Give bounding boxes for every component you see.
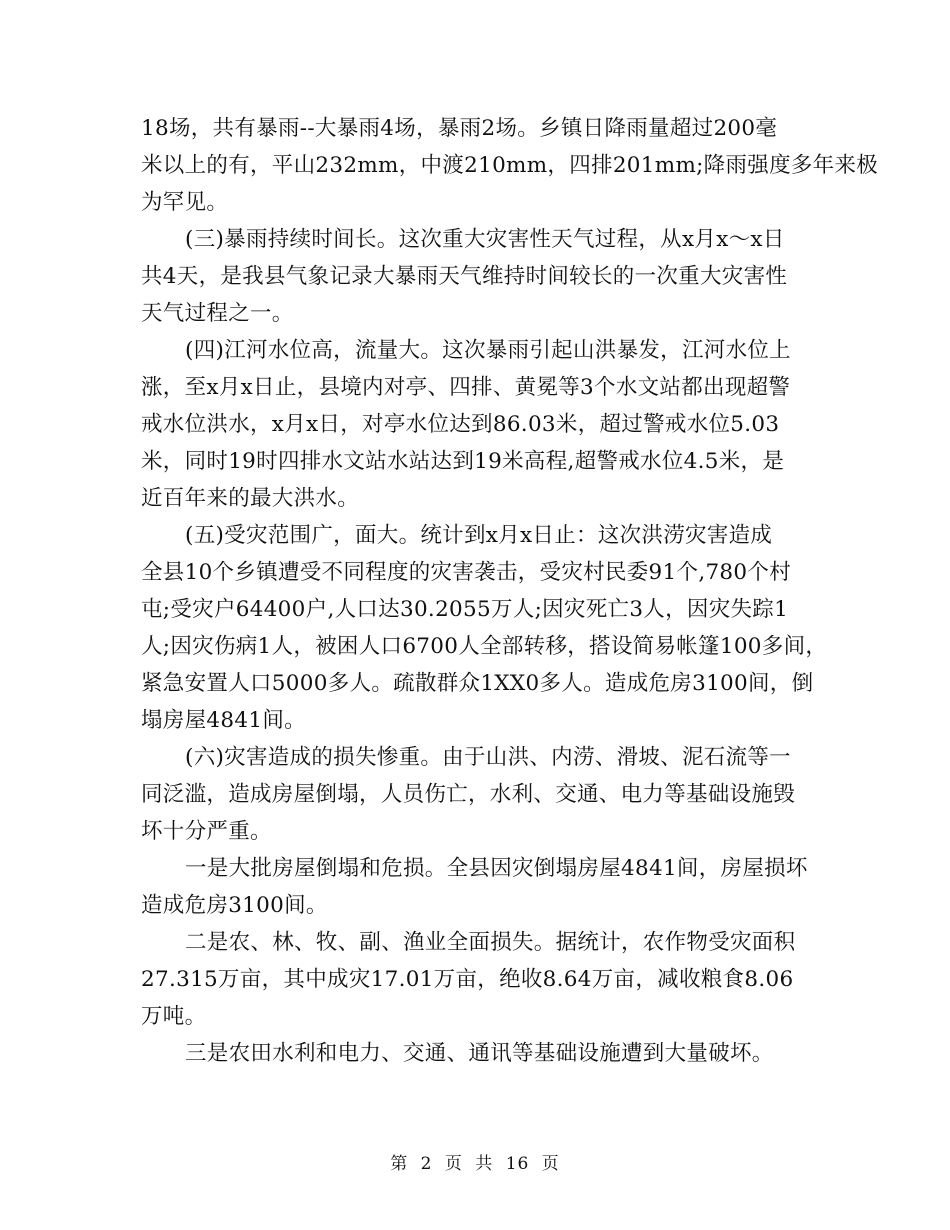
text-line: (四)江河水位高，流量大。这次暴雨引起山洪暴发，江河水位上 (185, 338, 791, 363)
text-line: 全县10个乡镇遭受不同程度的灾害袭击，受灾村民委91个,780个村 (141, 560, 791, 585)
text-line: 同泛滥，造成房屋倒塌，人员伤亡，水利、交通、电力等基础设施毁 (141, 782, 796, 807)
text-line: 三是农田水利和电力、交通、通讯等基础设施遭到大量破坏。 (185, 1041, 774, 1066)
text-line: 万吨。 (141, 1004, 207, 1029)
text-line: 天气过程之一。 (141, 301, 294, 326)
text-line: 近百年来的最大洪水。 (141, 486, 360, 511)
text-line: 塌房屋4841间。 (141, 708, 306, 733)
text-line: (五)受灾范围广，面大。统计到x月x日止：这次洪涝灾害造成 (185, 523, 773, 548)
text-line: 共4天，是我县气象记录大暴雨天气维持时间较长的一次重大灾害性 (141, 264, 788, 289)
text-line: 为罕见。 (141, 190, 229, 215)
text-line: 27.315万亩，其中成灾17.01万亩，绝收8.64万亩，减收粮食8.06 (141, 967, 794, 992)
text-line: (三)暴雨持续时间长。这次重大灾害性天气过程，从x月x～x日 (185, 227, 785, 252)
text-line: 米以上的有，平山232mm，中渡210mm，四排201mm;降雨强度多年来极 (141, 153, 879, 178)
text-line: 人;因灾伤病1人，被困人口6700人全部转移，搭设简易帐篷100多间， (141, 634, 828, 659)
text-line: 屯;受灾户64400户,人口达30.2055万人;因灾死亡3人，因灾失踪1 (141, 597, 789, 622)
text-line: 紧急安置人口5000多人。疏散群众1XX0多人。造成危房3100间，倒 (141, 671, 814, 696)
text-line: 坏十分严重。 (141, 819, 272, 844)
text-line: 一是大批房屋倒塌和危损。全县因灾倒塌房屋4841间，房屋损坏 (185, 856, 808, 881)
text-line: 18场，共有暴雨--大暴雨4场，暴雨2场。乡镇日降雨量超过200毫 (141, 116, 778, 141)
document-body (141, 110, 879, 1072)
text-line: 涨，至x月x日止，县境内对亭、四排、黄冕等3个水文站都出现超警 (141, 375, 791, 400)
text-line: 造成危房3100间。 (141, 893, 328, 918)
text-line: (六)灾害造成的损失惨重。由于山洪、内涝、滑坡、泥石流等一 (185, 745, 791, 770)
text-line: 米，同时19时四排水文站水站达到19米高程,超警戒水位4.5米，是 (141, 449, 785, 474)
text-line: 戒水位洪水，x月x日，对亭水位达到86.03米，超过警戒水位5.03 (141, 412, 780, 437)
text-line: 二是农、林、牧、副、渔业全面损失。据统计，农作物受灾面积 (185, 930, 796, 955)
page-number-footer: 第 2 页 共 16 页 (390, 1154, 560, 1174)
